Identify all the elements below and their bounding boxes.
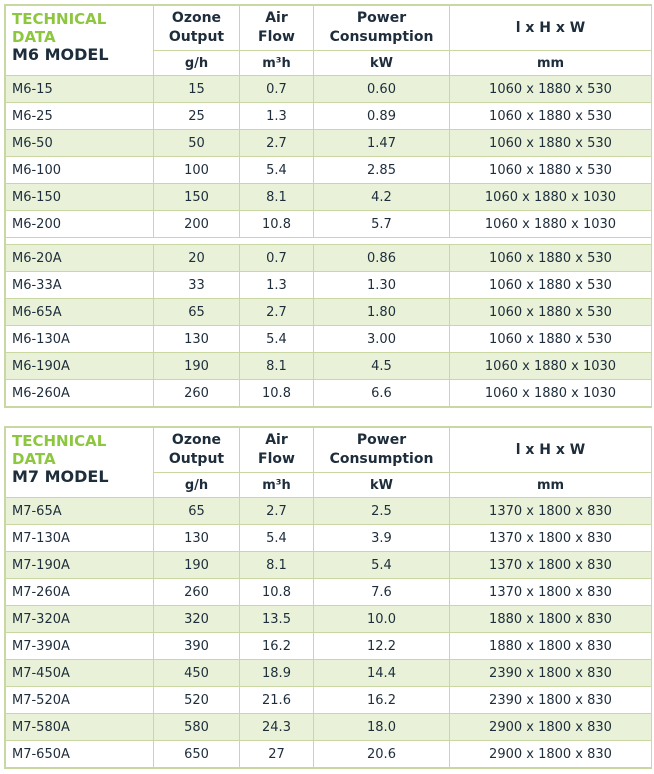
power-consumption-cell: 20.6 <box>314 741 450 768</box>
dimensions-cell: 1060 x 1880 x 1030 <box>450 184 652 211</box>
m6-title-line2: DATA <box>12 28 56 46</box>
power-consumption-cell: 7.6 <box>314 579 450 606</box>
m7-rows <box>6 498 652 768</box>
table-row <box>6 633 652 660</box>
m7-title-line1: TECHNICAL <box>12 432 107 450</box>
ozone-output-cell: 200 <box>154 211 240 238</box>
m6-spec-table <box>4 4 652 408</box>
model-cell: M6-130A <box>6 326 154 353</box>
power-consumption-cell: 4.2 <box>314 184 450 211</box>
ozone-output-cell: 50 <box>154 130 240 157</box>
m7-header-row <box>6 428 652 473</box>
ozone-output-cell: 100 <box>154 157 240 184</box>
m6-group-separator <box>6 238 652 245</box>
m7-unit-air: m³h <box>240 473 314 498</box>
m7-model-name: M7 MODEL <box>12 467 109 486</box>
table-row <box>6 103 652 130</box>
air-flow-cell: 1.3 <box>240 103 314 130</box>
dimensions-cell: 1370 x 1800 x 830 <box>450 525 652 552</box>
power-consumption-cell: 12.2 <box>314 633 450 660</box>
ozone-output-cell: 190 <box>154 353 240 380</box>
model-cell: M7-130A <box>6 525 154 552</box>
model-cell: M6-100 <box>6 157 154 184</box>
m6-unit-air: m³h <box>240 51 314 76</box>
m6-unit-ozone: g/h <box>154 51 240 76</box>
dimensions-cell: 1060 x 1880 x 530 <box>450 130 652 157</box>
model-cell: M6-150 <box>6 184 154 211</box>
model-cell: M7-450A <box>6 660 154 687</box>
dimensions-cell: 1060 x 1880 x 530 <box>450 157 652 184</box>
dimensions-cell: 1060 x 1880 x 530 <box>450 245 652 272</box>
power-consumption-cell: 5.7 <box>314 211 450 238</box>
dimensions-cell: 2900 x 1800 x 830 <box>450 741 652 768</box>
model-cell: M6-65A <box>6 299 154 326</box>
power-consumption-cell: 16.2 <box>314 687 450 714</box>
air-flow-cell: 2.7 <box>240 130 314 157</box>
dimensions-cell: 1060 x 1880 x 530 <box>450 272 652 299</box>
ozone-output-cell: 33 <box>154 272 240 299</box>
m6-title-line1: TECHNICAL <box>12 10 107 28</box>
dimensions-cell: 1370 x 1800 x 830 <box>450 579 652 606</box>
dimensions-cell: 1060 x 1880 x 530 <box>450 326 652 353</box>
table-row <box>6 552 652 579</box>
ozone-output-cell: 130 <box>154 326 240 353</box>
power-consumption-cell: 2.5 <box>314 498 450 525</box>
model-cell: M6-190A <box>6 353 154 380</box>
air-flow-cell: 8.1 <box>240 184 314 211</box>
model-cell: M7-190A <box>6 552 154 579</box>
m7-col-power: Power Consumption <box>314 428 450 473</box>
model-cell: M6-15 <box>6 76 154 103</box>
m6-unit-dims: mm <box>450 51 652 76</box>
air-flow-cell: 21.6 <box>240 687 314 714</box>
model-cell: M6-200 <box>6 211 154 238</box>
dimensions-cell: 2390 x 1800 x 830 <box>450 660 652 687</box>
power-consumption-cell: 6.6 <box>314 380 450 407</box>
model-cell: M6-25 <box>6 103 154 130</box>
model-cell: M6-260A <box>6 380 154 407</box>
power-consumption-cell: 10.0 <box>314 606 450 633</box>
air-flow-cell: 13.5 <box>240 606 314 633</box>
air-flow-cell: 24.3 <box>240 714 314 741</box>
table-row <box>6 272 652 299</box>
table-row <box>6 211 652 238</box>
model-cell: M7-260A <box>6 579 154 606</box>
m6-header-row <box>6 6 652 51</box>
table-row <box>6 525 652 552</box>
ozone-output-cell: 65 <box>154 498 240 525</box>
power-consumption-cell: 0.60 <box>314 76 450 103</box>
air-flow-cell: 18.9 <box>240 660 314 687</box>
model-cell: M7-520A <box>6 687 154 714</box>
m7-unit-ozone: g/h <box>154 473 240 498</box>
model-cell: M6-50 <box>6 130 154 157</box>
ozone-output-cell: 520 <box>154 687 240 714</box>
air-flow-cell: 5.4 <box>240 525 314 552</box>
table-row <box>6 498 652 525</box>
table-row <box>6 353 652 380</box>
ozone-output-cell: 260 <box>154 579 240 606</box>
power-consumption-cell: 14.4 <box>314 660 450 687</box>
m7-title-line2: DATA <box>12 450 56 468</box>
air-flow-cell: 0.7 <box>240 245 314 272</box>
model-cell: M6-33A <box>6 272 154 299</box>
dimensions-cell: 2900 x 1800 x 830 <box>450 714 652 741</box>
model-cell: M6-20A <box>6 245 154 272</box>
m7-spec-table <box>4 426 652 769</box>
air-flow-cell: 10.8 <box>240 579 314 606</box>
power-consumption-cell: 3.9 <box>314 525 450 552</box>
air-flow-cell: 0.7 <box>240 76 314 103</box>
ozone-output-cell: 650 <box>154 741 240 768</box>
power-consumption-cell: 4.5 <box>314 353 450 380</box>
air-flow-cell: 5.4 <box>240 157 314 184</box>
ozone-output-cell: 20 <box>154 245 240 272</box>
m7-col-dims: l x H x W <box>450 428 652 473</box>
model-cell: M7-390A <box>6 633 154 660</box>
dimensions-cell: 1370 x 1800 x 830 <box>450 552 652 579</box>
model-cell: M7-580A <box>6 714 154 741</box>
power-consumption-cell: 2.85 <box>314 157 450 184</box>
m6-model-name: M6 MODEL <box>12 45 109 64</box>
ozone-output-cell: 65 <box>154 299 240 326</box>
air-flow-cell: 2.7 <box>240 299 314 326</box>
power-consumption-cell: 18.0 <box>314 714 450 741</box>
table-row <box>6 579 652 606</box>
dimensions-cell: 1060 x 1880 x 530 <box>450 76 652 103</box>
table-row <box>6 76 652 103</box>
m6-title <box>6 6 154 76</box>
air-flow-cell: 10.8 <box>240 380 314 407</box>
m6-col-dims: l x H x W <box>450 6 652 51</box>
m7-table <box>5 427 652 768</box>
table-row <box>6 130 652 157</box>
m7-unit-power: kW <box>314 473 450 498</box>
air-flow-cell: 1.3 <box>240 272 314 299</box>
dimensions-cell: 1060 x 1880 x 530 <box>450 103 652 130</box>
ozone-output-cell: 450 <box>154 660 240 687</box>
ozone-output-cell: 320 <box>154 606 240 633</box>
dimensions-cell: 1880 x 1800 x 830 <box>450 606 652 633</box>
m7-unit-dims: mm <box>450 473 652 498</box>
ozone-output-cell: 15 <box>154 76 240 103</box>
table-row <box>6 741 652 768</box>
air-flow-cell: 8.1 <box>240 353 314 380</box>
model-cell: M7-65A <box>6 498 154 525</box>
ozone-output-cell: 25 <box>154 103 240 130</box>
table-row <box>6 606 652 633</box>
ozone-output-cell: 390 <box>154 633 240 660</box>
dimensions-cell: 1060 x 1880 x 530 <box>450 299 652 326</box>
m6-col-ozone: Ozone Output <box>154 6 240 51</box>
ozone-output-cell: 580 <box>154 714 240 741</box>
ozone-output-cell: 130 <box>154 525 240 552</box>
air-flow-cell: 8.1 <box>240 552 314 579</box>
model-cell: M7-320A <box>6 606 154 633</box>
m6-col-air: Air Flow <box>240 6 314 51</box>
dimensions-cell: 2390 x 1800 x 830 <box>450 687 652 714</box>
m7-col-ozone: Ozone Output <box>154 428 240 473</box>
power-consumption-cell: 3.00 <box>314 326 450 353</box>
table-row <box>6 326 652 353</box>
power-consumption-cell: 1.47 <box>314 130 450 157</box>
table-row <box>6 714 652 741</box>
table-row <box>6 660 652 687</box>
power-consumption-cell: 0.86 <box>314 245 450 272</box>
dimensions-cell: 1060 x 1880 x 1030 <box>450 211 652 238</box>
power-consumption-cell: 1.80 <box>314 299 450 326</box>
m6-table <box>5 5 652 407</box>
power-consumption-cell: 1.30 <box>314 272 450 299</box>
m6-unit-power: kW <box>314 51 450 76</box>
dimensions-cell: 1060 x 1880 x 1030 <box>450 353 652 380</box>
ozone-output-cell: 190 <box>154 552 240 579</box>
air-flow-cell: 27 <box>240 741 314 768</box>
m6-rows-standard <box>6 76 652 238</box>
table-row <box>6 245 652 272</box>
table-row <box>6 380 652 407</box>
table-row <box>6 687 652 714</box>
air-flow-cell: 2.7 <box>240 498 314 525</box>
air-flow-cell: 16.2 <box>240 633 314 660</box>
dimensions-cell: 1880 x 1800 x 830 <box>450 633 652 660</box>
power-consumption-cell: 5.4 <box>314 552 450 579</box>
m7-col-air: Air Flow <box>240 428 314 473</box>
m6-rows-a-series <box>6 245 652 407</box>
table-row <box>6 299 652 326</box>
air-flow-cell: 5.4 <box>240 326 314 353</box>
m7-title <box>6 428 154 498</box>
ozone-output-cell: 150 <box>154 184 240 211</box>
ozone-output-cell: 260 <box>154 380 240 407</box>
dimensions-cell: 1370 x 1800 x 830 <box>450 498 652 525</box>
air-flow-cell: 10.8 <box>240 211 314 238</box>
m6-col-power: Power Consumption <box>314 6 450 51</box>
table-row <box>6 184 652 211</box>
power-consumption-cell: 0.89 <box>314 103 450 130</box>
table-row <box>6 157 652 184</box>
model-cell: M7-650A <box>6 741 154 768</box>
dimensions-cell: 1060 x 1880 x 1030 <box>450 380 652 407</box>
